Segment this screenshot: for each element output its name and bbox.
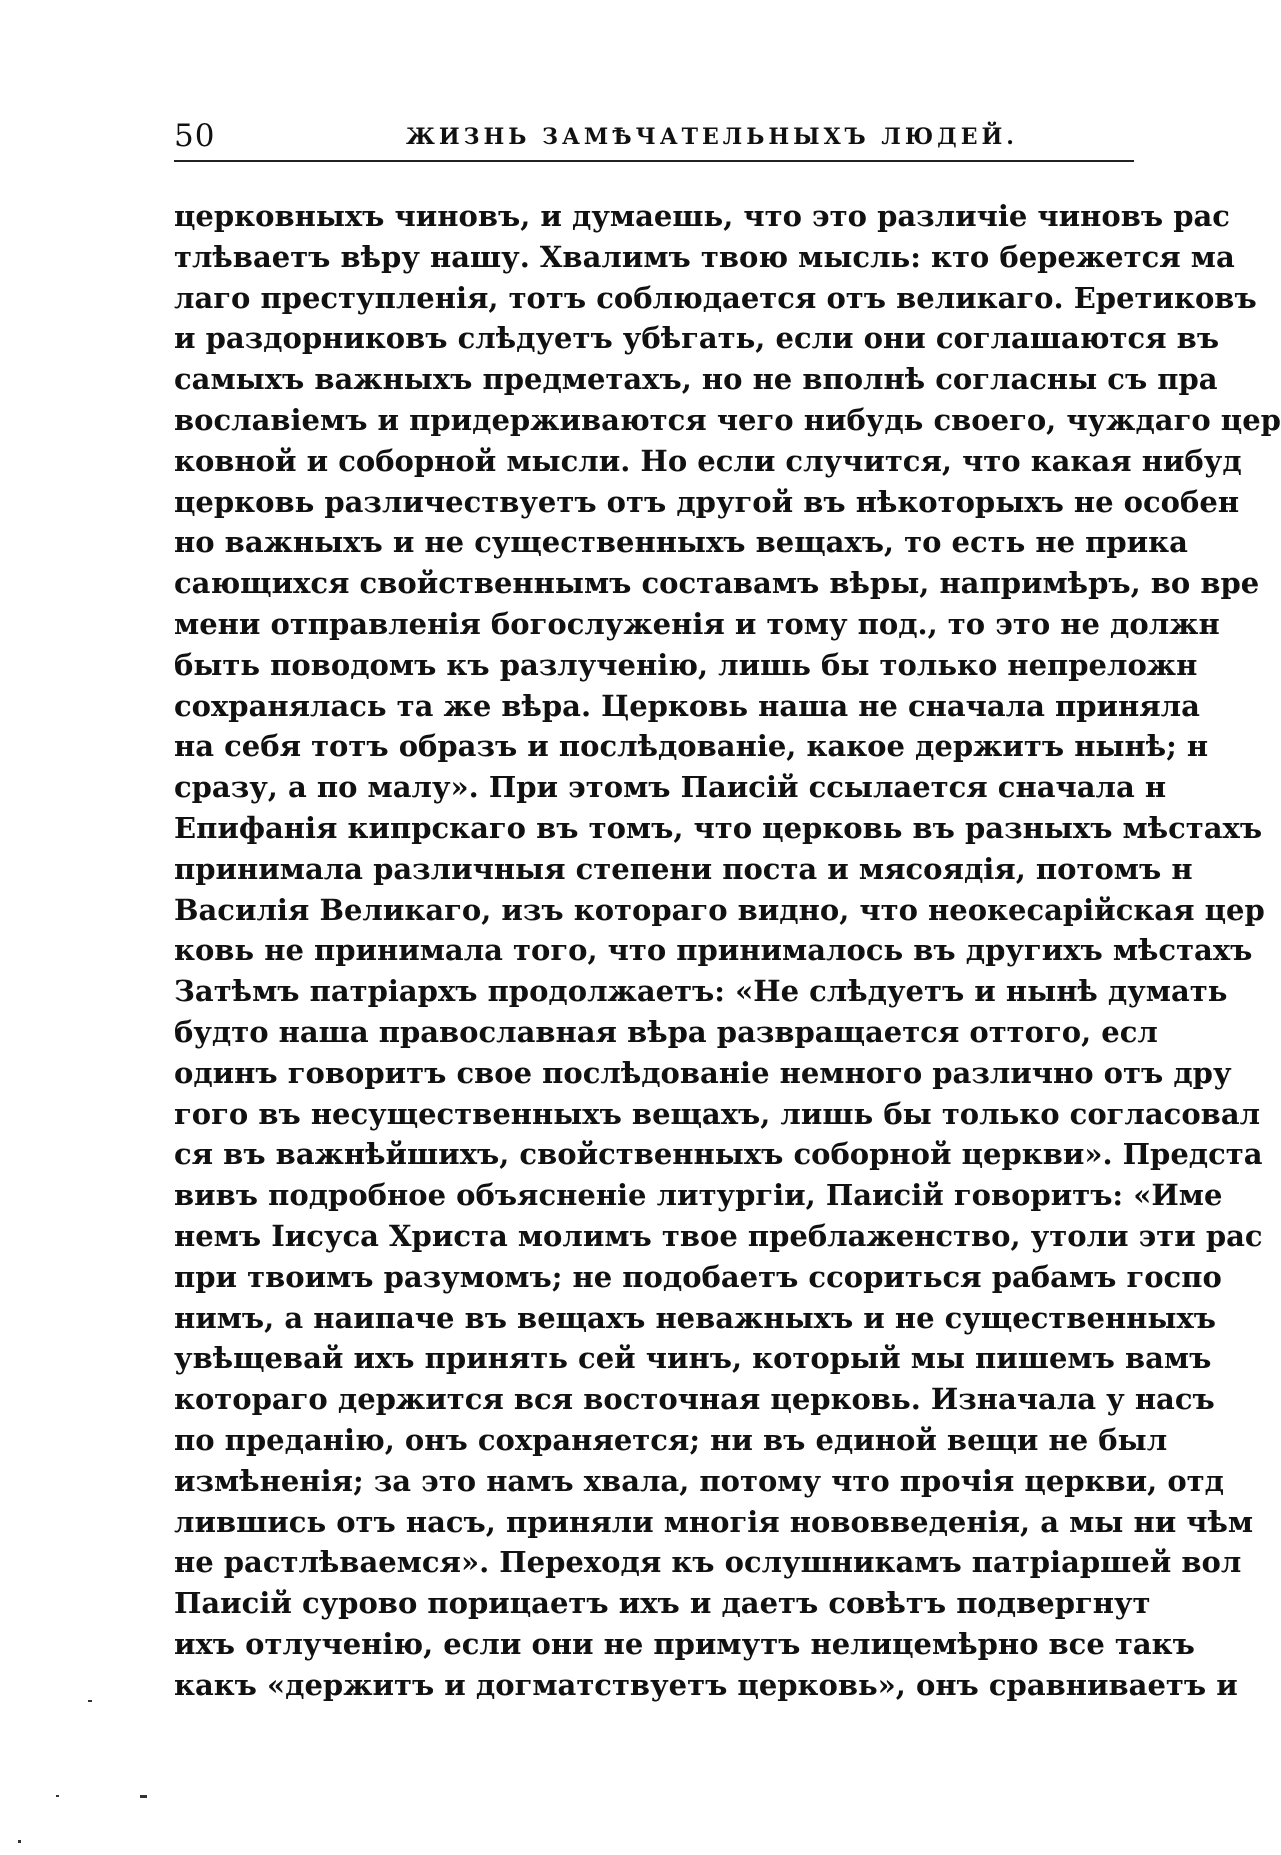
text-line: быть поводомъ къ разлученію, лишь бы только непреложн: [174, 647, 1198, 682]
text-line: Василія Великаго, изъ котораго видно, что неокесарійская цер: [174, 892, 1265, 927]
scan-speck: [140, 1795, 147, 1798]
text-line: сающихся свойственнымъ составамъ вѣры, напримѣръ, во вре: [174, 566, 1260, 601]
page-number: 50: [174, 118, 216, 154]
text-line: немъ Іисуса Христа молимъ твое преблаженство, утоли эти рас: [174, 1218, 1263, 1253]
text-line: ковь не принимала того, что принималось въ другихъ мѣстахъ: [174, 933, 1253, 968]
header-rule: [174, 160, 1134, 162]
text-line: не растлѣваемся». Переходя къ ослушникамъ патріаршей вол: [174, 1545, 1242, 1580]
text-line: церковныхъ чиновъ, и думаешь, что это различіе чиновъ рас: [174, 199, 1230, 233]
text-line: Епифанія кипрскаго въ томъ, что церковь въ разныхъ мѣстахъ: [174, 810, 1263, 845]
scan-speck: [18, 1840, 21, 1843]
scan-speck: [56, 1795, 59, 1797]
text-line: ся въ важнѣйшихъ, свойственныхъ соборной церкви». Предста: [174, 1137, 1263, 1172]
text-line: тлѣваетъ вѣру нашу. Хвалимъ твою мысль: кто бережется ма: [174, 239, 1235, 274]
text-line: мени отправленія богослуженія и тому под., то это не должн: [174, 606, 1220, 641]
text-line: ковной и соборной мысли. Но если случится, что какая нибуд: [174, 443, 1242, 478]
page-header: [174, 118, 1134, 154]
text-line: на себя тотъ образъ и послѣдованіе, какое держитъ нынѣ; н: [174, 729, 1209, 764]
text-line: самыхъ важныхъ предметахъ, но не вполнѣ согласны съ пра: [174, 362, 1218, 397]
scan-speck: [88, 1700, 92, 1702]
text-line: сразу, а по малу». При этомъ Паисій ссылается сначала н: [174, 770, 1167, 805]
text-line: ихъ отлученію, если они не примутъ нелицемѣрно все такъ: [174, 1626, 1195, 1661]
text-line: но важныхъ и не существенныхъ вещахъ, то есть не прика: [174, 525, 1188, 560]
text-line: увѣщевай ихъ принять сей чинъ, который мы пишемъ вамъ: [174, 1341, 1212, 1376]
text-line: какъ «держитъ и догматствуетъ церковь», онъ сравниваетъ и: [174, 1667, 1238, 1702]
text-line: принимала различныя степени поста и мясоядія, потомъ н: [174, 851, 1193, 886]
text-line: лившись отъ насъ, приняли многія нововведенія, а мы ни чѣм: [174, 1504, 1254, 1539]
text-line: вивъ подробное объясненіе литургіи, Паисій говоритъ: «Име: [174, 1178, 1223, 1213]
text-line: измѣненія; за это намъ хвала, потому что прочія церкви, отд: [174, 1463, 1224, 1498]
text-line: и раздорниковъ слѣдуетъ убѣгать, если они соглашаются въ: [174, 321, 1220, 356]
text-line: будто наша православная вѣра развращается оттого, есл: [174, 1014, 1158, 1049]
text-line: Затѣмъ патріархъ продолжаетъ: «Не слѣдуетъ и нынѣ думать: [174, 974, 1228, 1009]
body-text: [174, 196, 1281, 1756]
text-line: по преданію, онъ сохраняется; ни въ единой вещи не был: [174, 1422, 1168, 1457]
text-line: одинъ говоритъ свое послѣдованіе немного различно отъ дру: [174, 1055, 1232, 1090]
text-line: церковь различествуетъ отъ другой въ нѣкоторыхъ не особен: [174, 484, 1240, 519]
text-line: нимъ, а наипаче въ вещахъ неважныхъ и не существенныхъ: [174, 1300, 1217, 1335]
running-title: ЖИЗНЬ ЗАМѢЧАТЕЛЬНЫХЪ ЛЮДЕЙ.: [406, 124, 1018, 150]
text-line: лаго преступленія, тотъ соблюдается отъ великаго. Еретиковъ: [174, 280, 1257, 315]
text-line: гого въ несущественныхъ вещахъ, лишь бы только согласовал: [174, 1096, 1261, 1131]
text-line: котораго держится вся восточная церковь. Изначала у насъ: [174, 1382, 1215, 1417]
text-line: вославіемъ и придерживаются чего нибудь своего, чуждаго цер: [174, 402, 1281, 437]
text-line: Паисій сурово порицаетъ ихъ и даетъ совѣтъ подвергнут: [174, 1586, 1151, 1621]
text-line: при твоимъ разумомъ; не подобаетъ ссориться рабамъ госпо: [174, 1259, 1222, 1294]
text-line: сохранялась та же вѣра. Церковь наша не сначала приняла: [174, 688, 1200, 723]
